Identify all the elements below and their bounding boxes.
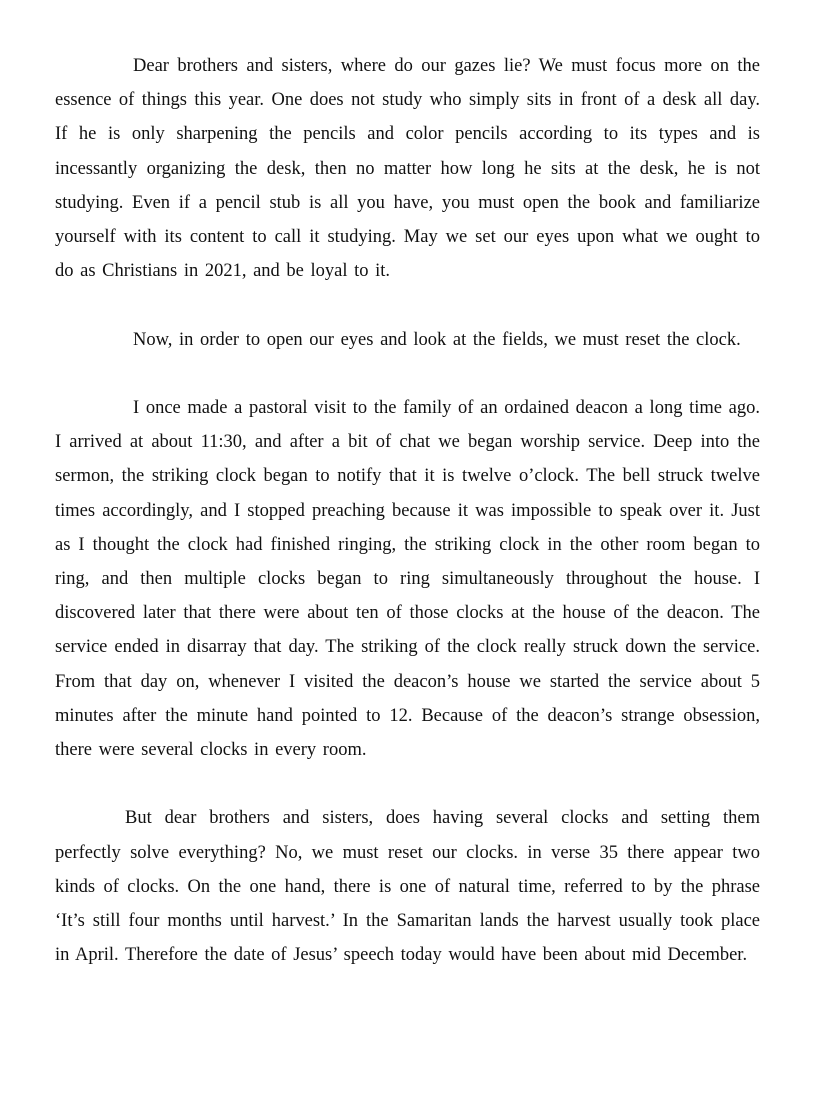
paragraph-4: But dear brothers and sisters, does having several clocks and setting them perfectly solve everything? No, we must reset our clocks. in verse 35 there appear two kinds of clocks. On the one hand, there is one of natural time, referred to by the phrase ‘It’s still four months until harvest.’ In the Samaritan lands the harvest usually took place in April. Therefore the date of Jesus’ speech today would have been about mid December. [55, 808, 760, 966]
paragraph-3: I once made a pastoral visit to the family of an ordained deacon a long time ago. I arrived at about 11:30, and after a bit of chat we began worship service. Deep into the sermon, the striking clock began to notify that it is twelve o’clock. The bell struck twelve times accordingly, and I stopped preaching because it was impossible to speak over it. Just as I thought the clock had finished ringing, the striking clock in the other room began to ring, and then multiple clocks began to ring simultaneously throughout the house. I discovered later that there were about ten of those clocks at the house of the deacon. The service ended in disarray that day. The striking of the clock really struck down the service. From that day on, whenever I visited the deacon’s house we started the service about 5 minutes after the minute hand pointed to 12. Because of the deacon’s strange obsession, there were several clocks in every room. [55, 398, 760, 761]
paragraph-2: Now, in order to open our eyes and look at the fields, we must reset the clock. [133, 329, 741, 350]
document-page [55, 49, 760, 972]
paragraph-1: Dear brothers and sisters, where do our gazes lie? We must focus more on the essence of things this year. One does not study who simply sits in front of a desk all day. If he is only sharpening the pencils and color pencils according to its types and is incessantly organizing the desk, then no matter how long he sits at the desk, he is not studying. Even if a pencil stub is all you have, you must open the book and familiarize yourself with its content to call it studying. May we set our eyes upon what we ought to do as Christians in 2021, and be loyal to it. [55, 56, 760, 282]
